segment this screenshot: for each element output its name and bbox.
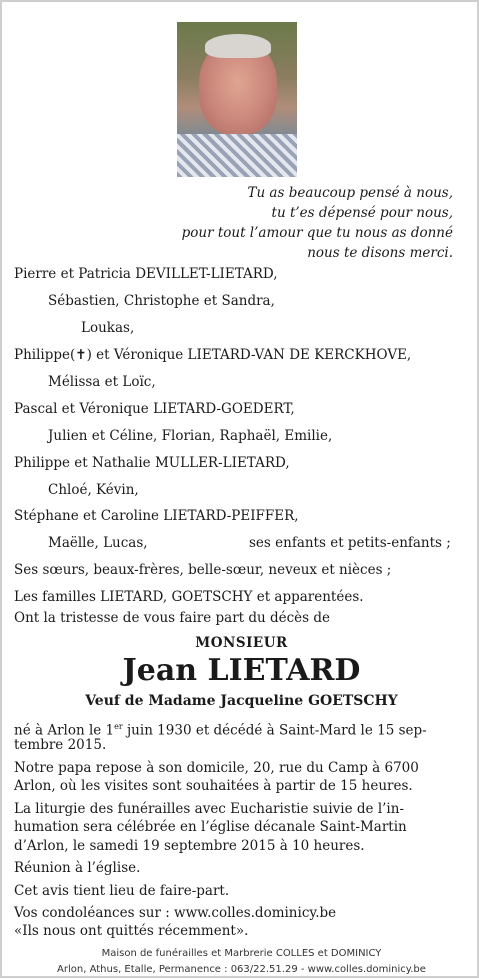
family-line: ses enfants et petits-enfants ; <box>249 535 451 551</box>
poem-line: nous te disons merci. <box>307 245 453 261</box>
family-line: Pascal et Véronique LIETARD-GOEDERT, <box>14 401 295 417</box>
poem-line: Tu as beaucoup pensé à nous, <box>247 185 453 201</box>
family-line: Philippe et Nathalie MULLER-LIETARD, <box>14 455 290 471</box>
portrait-photo <box>177 22 297 177</box>
family-line: Sébastien, Christophe et Sandra, <box>48 293 275 309</box>
family-line: Chloé, Kévin, <box>48 482 139 498</box>
body-line: La liturgie des funérailles avec Eucharistie suivie de l’in- <box>14 801 405 817</box>
body-line: humation sera célébrée en l’église décanale Saint-Martin <box>14 819 407 835</box>
family-line: Maëlle, Lucas, <box>48 535 148 551</box>
family-line: Les familles LIETARD, GOETSCHY et apparentées. <box>14 589 364 605</box>
body-line: Réunion à l’église. <box>14 860 141 876</box>
poem-line: tu t’es dépensé pour nous, <box>271 205 453 221</box>
body-line: «Ils nous ont quittés récemment». <box>14 923 249 939</box>
family-line: Stéphane et Caroline LIETARD-PEIFFER, <box>14 508 299 524</box>
body-text: né à Arlon le 1 <box>14 722 115 739</box>
body-text: juin 1930 et décédé à Saint-Mard le 15 sep- <box>122 722 427 739</box>
poem-line: pour tout l’amour que tu nous as donné <box>181 225 453 241</box>
family-line: Pierre et Patricia DEVILLET-LIETARD, <box>14 266 278 282</box>
portrait-hair <box>205 34 271 58</box>
body-line: d’Arlon, le samedi 19 septembre 2015 à 10 heures. <box>14 838 365 854</box>
family-line: Loukas, <box>81 320 135 336</box>
family-line: Julien et Céline, Florian, Raphaël, Emilie, <box>48 428 333 444</box>
widower-of: Veuf de Madame Jacqueline GOETSCHY <box>85 693 398 709</box>
family-line: Philippe(✝) et Véronique LIETARD-VAN DE KERCKHOVE, <box>14 347 412 363</box>
funeral-home-contact: Arlon, Athus, Etalle, Permanence : 063/22.51.29 - www.colles.dominicy.be <box>57 964 426 975</box>
body-line: Cet avis tient lieu de faire-part. <box>14 883 230 899</box>
family-line: Ses sœurs, beaux-frères, belle-sœur, neveux et nièces ; <box>14 562 392 578</box>
funeral-home-name: Maison de funérailles et Marbrerie COLLES et DOMINICY <box>101 948 382 959</box>
family-line: Ont la tristesse de vous faire part du décès de <box>14 610 331 626</box>
portrait-shirt <box>177 134 297 177</box>
ordinal-suffix: er <box>114 722 123 731</box>
deceased-name: Jean LIETARD <box>122 653 361 688</box>
body-line: Notre papa repose à son domicile, 20, rue du Camp à 6700 <box>14 760 419 776</box>
body-line: Arlon, où les visites sont souhaitées à partir de 15 heures. <box>14 778 413 794</box>
family-line: Mélissa et Loïc, <box>48 374 156 390</box>
honorific: MONSIEUR <box>195 635 288 651</box>
body-line: Vos condoléances sur : www.colles.dominicy.be <box>14 905 337 921</box>
poem <box>182 183 453 263</box>
body-line: tembre 2015. <box>14 737 107 753</box>
